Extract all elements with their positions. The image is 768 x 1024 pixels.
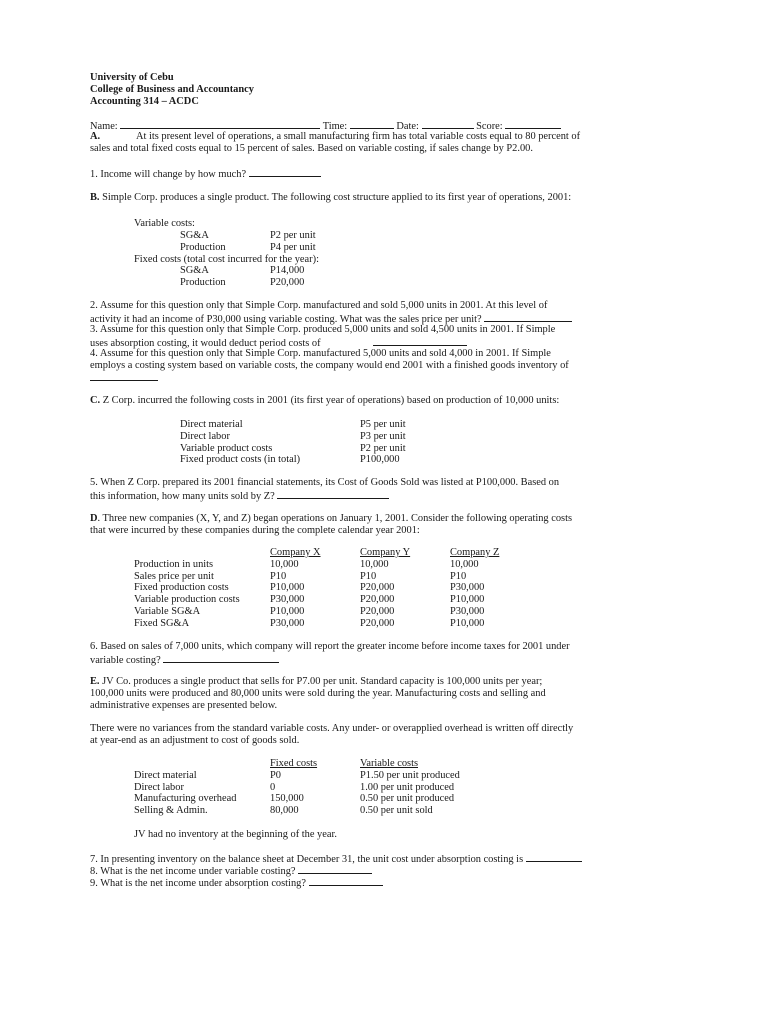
course-name: Accounting 314 – ACDC (90, 96, 199, 107)
section-d-intro-2: that were incurred by these companies during the complete calendar year 2001: (90, 525, 420, 536)
question-9: 9. What is the net income under absorption costing? (90, 876, 383, 890)
section-e-para-1: There were no variances from the standard variable costs. Any under- or overapplied overhead is written off directly (90, 723, 574, 734)
column-header-company-y: Company Y (360, 547, 411, 558)
section-e-letter: E. (90, 676, 100, 687)
question-8: 8. What is the net income under variable costing? (90, 864, 372, 878)
column-header-fixed-costs: Fixed costs (270, 758, 318, 769)
question-6-line-2: variable costing? (90, 653, 279, 667)
score-label: Score: (476, 121, 503, 132)
question-2-line-2: activity it had an income of P30,000 using variable costing. What was the sales price per unit? (90, 312, 572, 326)
section-e-intro-2: 100,000 units were produced and 80,000 units were sold during the year. Manufacturing costs and selling and (90, 688, 546, 699)
section-e-intro-3: administrative expenses are presented below. (90, 700, 278, 711)
university-name: University of Cebu (90, 72, 174, 83)
section-d-letter: D (90, 513, 98, 524)
name-label: Name: (90, 121, 118, 132)
section-b-letter: B. (90, 192, 100, 203)
section-e-note: JV had no inventory at the beginning of the year. (134, 829, 337, 840)
column-header-variable-costs: Variable costs (360, 758, 418, 769)
variable-costs-label: Variable costs: (134, 218, 195, 229)
q6-answer-blank[interactable] (163, 653, 279, 663)
question-3-line-1: 3. Assume for this question only that Simple Corp. produced 5,000 units and sold 4,500 units in 2001. If Simple (90, 324, 556, 335)
time-label: Time: (322, 121, 348, 132)
college-name: College of Business and Accountancy (90, 84, 254, 95)
section-a-text-2: sales and total fixed costs equal to 15 percent of sales. Based on variable costing, if sales change by P2.00. (90, 143, 533, 154)
section-a-letter: A. (90, 131, 101, 142)
q2-answer-blank[interactable] (484, 312, 572, 322)
exam-page: University of Cebu College of Business and Accountancy Accounting 314 – ACDC Name: Time: Date: Score: A. At its present level of operations, a small manufacturing firm has total variable costs equal to 80 percent of sales and total fixed costs equal to 15 percent of sales. Based on variable costing, if sales change by P2.00. 1. Income will change by how much? B. Simple Corp. produces a single product. The following cost structure applied to its first year of operations, 2001: Variable costs: SG&A P2 per unit Production P4 per unit Fixed costs (total cost incurred for the year): SG&A P14,000 Production P20,000 2. Assume for this question only that Simple Corp. manufactured and sold 5,000 units in 2001. At this level of activity it had an income of P30,000 using variable costing. What was the sales price per unit? 3. Assume for this question only that Simple Corp. produced 5,000 units and sold 4,500 units in 2001. If Simple uses absorption costing, it would deduct period costs of 4. Assume for this question only that Simple Corp. manufactured 5,000 units and sold 4,000 in 2001. If Simple employs a costing system based on variable costs, the company would end 2001 with a finished goods inventory of C. Z Corp. incurred the following costs in 2001 (its first year of operations) based on production of 10,000 units: Direct material P5 per unit Direct labor P3 per unit Variable product costs P2 per unit Fixed product costs (in total) P100,000 5. When Z Corp. prepared its 2001 financial statements, its Cost of Goods Sold was listed at P100,000. Based on this information, how many units sold by Z? D. Three new companies (X, Y, and Z) began operations on January 1, 2001. Consider the following operating costs that were incurred by these companies during the complete calendar year 2001: Company X Company Y Company Z Production in units 10,000 10,000 10,000 Sales price per unit P10 P10 P10 Fixed production costs P10,000 P20,000 P30,000 Variable production costs P30,000 P20,000 P10,000 Variable SG&A P10,000 P20,000 P30,000 Fixed SG&A P30,000 P20,000 P10,000 6. Based on sales of 7,000 units, which company will report the greater income before income taxes for 2001 under variable costing? E. JV Co. produces a single product that sells for P7.00 per unit. Standard capacity is 100,000 units per year; 100,000 units were produced and 80,000 units were sold during the year. Manufacturing costs and selling and administrative expenses are presented below. There were no variances from the standard variable costs. Any under- or overapplied overhead is written off directly at year-end as an adjustment to cost of goods sold. Fixed costs Variable costs Direct material P0 P1.50 per unit produced Direct labor 0 1.00 per unit produced Manufacturing overhead 150,000 0.50 per unit produced Selling & Admin. 80,000 0.50 per unit sold JV had no inventory at the beginning of the year. 7. In presenting inventory on the balance sheet at December 31, the unit cost under absorption costing is 8. What is the net income under variable costing? 9. What is the net income under absorption costing? (90, 72, 581, 889)
question-1: 1. Income will change by how much? (90, 167, 321, 181)
name-blank[interactable] (120, 119, 320, 129)
time-blank[interactable] (350, 119, 394, 129)
q1-answer-blank[interactable] (249, 167, 321, 177)
question-4-line-2: employs a costing system based on variable costs, the company would end 2001 with a finished goods inventory of (90, 360, 569, 371)
section-b-intro: B. Simple Corp. produces a single product. The following cost structure applied to its first year of operations, 2001: (90, 192, 572, 203)
score-blank[interactable] (505, 119, 561, 129)
date-blank[interactable] (422, 119, 474, 129)
question-4-line-1: 4. Assume for this question only that Simple Corp. manufactured 5,000 units and sold 4,000 in 2001. If Simple (90, 348, 551, 359)
column-header-company-x: Company X (270, 547, 321, 558)
question-2-line-1: 2. Assume for this question only that Simple Corp. manufactured and sold 5,000 units in 2001. At this level of (90, 300, 548, 311)
q3-answer-blank[interactable] (373, 336, 467, 346)
question-5-line-2: this information, how many units sold by Z? (90, 489, 389, 503)
q8-answer-blank[interactable] (298, 864, 372, 874)
section-c-intro: C. Z Corp. incurred the following costs in 2001 (its first year of operations) based on production of 10,000 units: (90, 395, 560, 406)
q7-answer-blank[interactable] (526, 852, 582, 862)
question-5-line-1: 5. When Z Corp. prepared its 2001 financial statements, its Cost of Goods Sold was listed at P100,000. Based on (90, 477, 560, 488)
column-header-company-z: Company Z (450, 547, 500, 558)
question-7: 7. In presenting inventory on the balance sheet at December 31, the unit cost under absorption costing is (90, 852, 582, 866)
section-e-para-2: at year-end as an adjustment to cost of goods sold. (90, 735, 300, 746)
q9-answer-blank[interactable] (309, 876, 383, 886)
section-e-intro-1: E. JV Co. produces a single product that sells for P7.00 per unit. Standard capacity is 100,000 units per year; (90, 676, 543, 687)
q4-answer-row (90, 371, 158, 385)
section-d-intro-1: D. Three new companies (X, Y, and Z) began operations on January 1, 2001. Consider the following operating costs (90, 513, 573, 524)
section-c-letter: C. (90, 395, 101, 406)
question-6-line-1: 6. Based on sales of 7,000 units, which company will report the greater income before income taxes for 2001 under (90, 641, 570, 652)
q4-answer-blank[interactable] (90, 371, 158, 381)
q5-answer-blank[interactable] (277, 489, 389, 499)
date-label: Date: (396, 121, 419, 132)
fixed-costs-label: Fixed costs (total cost incurred for the year): (134, 254, 319, 265)
question-3-line-2: uses absorption costing, it would deduct period costs of (90, 336, 467, 350)
section-a-text-1: At its present level of operations, a small manufacturing firm has total variable costs equal to 80 percent of (136, 131, 581, 142)
